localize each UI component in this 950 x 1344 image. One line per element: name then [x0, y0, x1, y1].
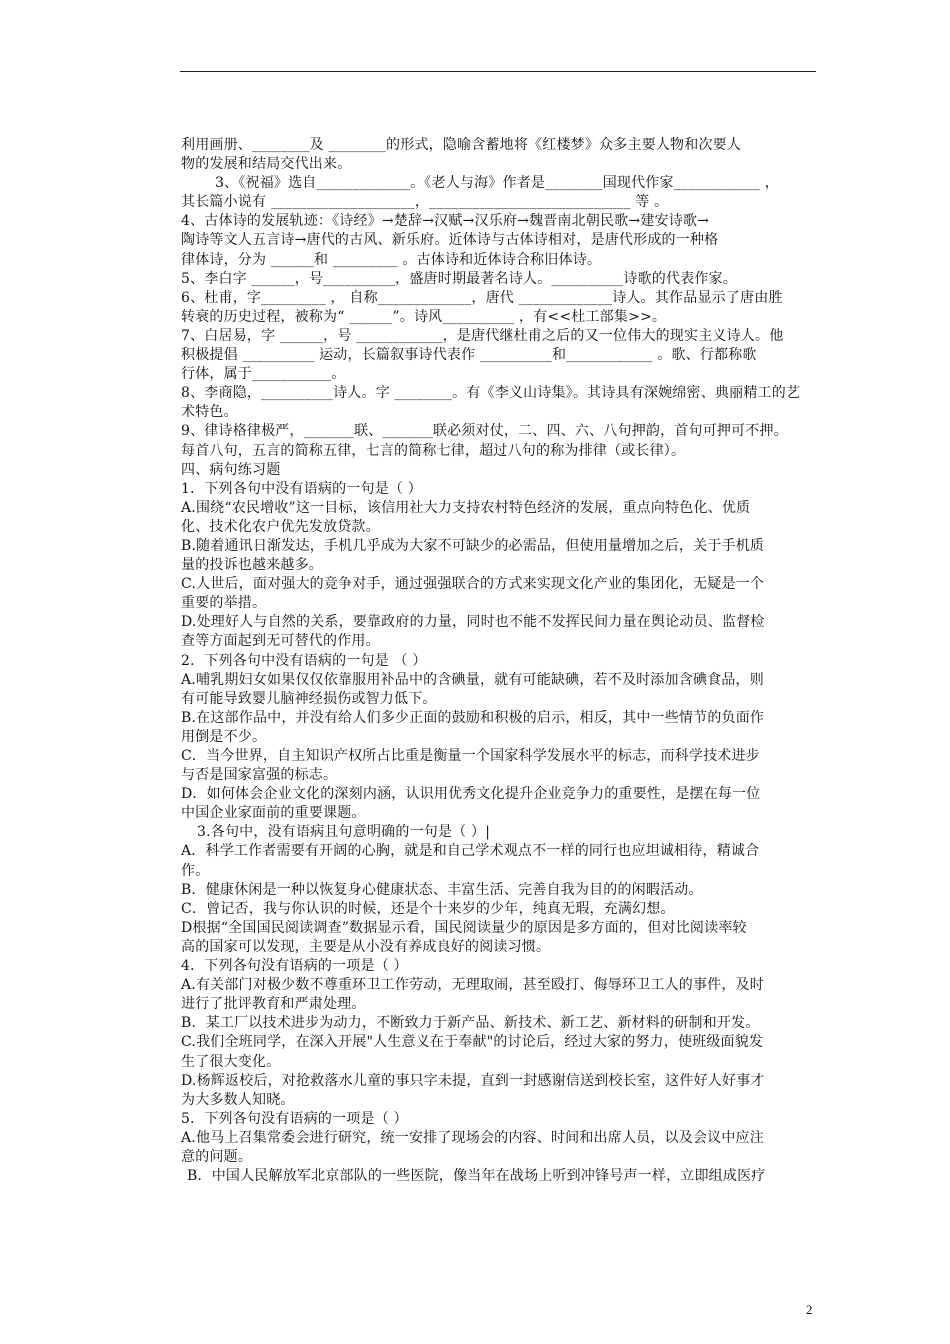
- text-line: 生了很大变化。: [181, 1053, 281, 1070]
- text-line: 作。: [181, 862, 210, 879]
- text-line: 查等方面起到无可替代的作用。: [181, 633, 380, 650]
- text-line: D.杨辉返校后，对抢救落水儿童的事只字未提，直到一封感谢信送到校长室，这件好人好事才: [181, 1072, 765, 1089]
- document-body: [181, 136, 831, 1186]
- text-line: 律体诗，分为 ______和 _________ 。古体诗和近体诗合称旧体诗。: [181, 251, 602, 268]
- text-line: C．曾记否，我与你认识的时候，还是个十来岁的少年，纯真无瑕，充满幻想。: [181, 900, 675, 917]
- text-line: C.人世后，面对强大的竞争对手，通过强强联合的方式来实现文化产业的集团化，无疑是一个: [181, 576, 765, 593]
- text-line: 陶诗等文人五言诗→唐代的古风、新乐府。近体诗与古体诗相对，是唐代形成的一种格: [181, 232, 719, 249]
- text-line: 其长篇小说有 ____________________，____________________________ 等 。: [181, 194, 669, 211]
- text-line: A.围绕“农民增收”这一目标，该信用社大力支持农村特色经济的发展，重点向特色化、优质: [181, 499, 751, 516]
- text-line: 为大多数人知晓。: [181, 1091, 295, 1108]
- text-line: 4．下列各句没有语病的一项是（ ）: [181, 958, 408, 975]
- text-line: 与否是国家富强的标志。: [181, 767, 338, 784]
- text-line: 化、技术化农户优先发放贷款。: [181, 518, 380, 535]
- text-line: 中国企业家面前的重要课题。: [181, 805, 366, 822]
- text-line: 每首八句，五言的简称五律，七言的简称七律，超过八句的称为排律（或长律）。: [181, 442, 686, 459]
- text-line: 利用画册、________及 ________的形式，隐喻含蓄地将《红楼梦》众多主要人物和次要人: [181, 137, 742, 153]
- text-line: C.我们全班同学，在深入开展"人生意义在于奉献"的讨论后，经过大家的努力，使班级面貌发: [181, 1034, 764, 1051]
- text-line: 8、李商隐，__________诗人。字 ________。有《李义山诗集》。其诗具有深婉绵密、典丽精工的艺: [181, 385, 801, 402]
- text-line: 四、病句练习题: [181, 461, 281, 478]
- text-line: C．当今世界，自主知识产权所占比重是衡量一个国家科学发展水平的标志，而科学技术进步: [181, 748, 760, 764]
- text-line: A.他马上召集常委会进行研究，统一安排了现场会的内容、时间和出席人员，以及会议中应注: [181, 1129, 764, 1146]
- text-line: 1．下列各句中没有语病的一句是（ ）: [181, 480, 422, 497]
- text-line: D．如何体会企业文化的深刻内涵，认识用优秀文化提升企业竞争力的重要性，是摆在每一位: [181, 786, 761, 803]
- text-line: B．某工厂以技术进步为动力，不断致力于新产品、新技术、新工艺、新材料的研制和开发。: [181, 1015, 760, 1032]
- text-line: 行体，属于___________。: [181, 366, 346, 383]
- text-line: 有可能导致婴儿脑神经损伤或智力低下。: [181, 690, 437, 707]
- text-line: 物的发展和结局交代出来。: [181, 156, 352, 173]
- text-line: A．科学工作者需要有开阔的心胸，就是和自己学术观点不一样的同行也应坦诚相待，精诚合: [181, 843, 760, 860]
- text-line: 用倒是不少。: [181, 728, 267, 745]
- text-line: 9、律诗格律极严，_______联、_______联必须对仗，二、四、六、八句押韵，首句可押可不押。: [181, 423, 788, 440]
- text-line: 意的问题。: [181, 1148, 252, 1165]
- text-line: A.哺乳期妇女如果仅仅依靠服用补品中的含碘量，就有可能缺碘，若不及时添加含碘食品，则: [181, 671, 764, 688]
- header-rule: [180, 71, 816, 72]
- text-line: 术特色。: [181, 404, 238, 421]
- text-line: 4、古体诗的发展轨迹：《诗经》→楚辞→汉赋→汉乐府→魏晋南北朝民歌→建安诗歌→: [181, 213, 710, 230]
- text-line: B．健康休闲是一种以恢复身心健康状态、丰富生活、完善自我为目的的闲暇活动。: [181, 881, 703, 898]
- text-line: 5、李白字 ______，号__________，盛唐时期最著名诗人。__________诗歌的代表作家。: [181, 270, 737, 287]
- text-line: D根据“全国国民阅读调查”数据显示看，国民阅读量少的原因是多方面的，但对比阅读率较: [181, 919, 747, 936]
- text-line: D.处理好人与自然的关系，要靠政府的力量，同时也不能不发挥民间力量在舆论动员、监督检: [181, 614, 765, 631]
- text-line: B．中国人民解放军北京部队的一些医院，像当年在战场上听到冲锋号声一样，立即组成医疗: [187, 1168, 766, 1185]
- text-line: 7、白居易，字 ______，号 ____________，是唐代继杜甫之后的又一位伟大的现实主义诗人。他: [181, 327, 784, 344]
- text-line: 转衰的历史过程，被称为“ ______”。诗风__________ ，有<<杜工部集>>。: [181, 308, 667, 325]
- text-line: B.在这部作品中，并没有给人们多少正面的鼓励和积极的启示，相反，其中一些情节的负面作: [181, 709, 765, 726]
- text-line: A.有关部门对极少数不尊重环卫工作劳动，无理取闹，甚至殴打、侮辱环卫工人的事件，及时: [181, 977, 764, 994]
- text-line: 量的投诉也越来越多。: [181, 557, 323, 574]
- text-line: 3、《祝福》选自_____________。《老人与海》作者是________国现代作家____________ ，: [215, 175, 779, 192]
- text-line: 积极提倡 __________ 运动，长篇叙事诗代表作 __________和____________ 。歌、行都称歌: [181, 347, 757, 364]
- text-line: 5．下列各句没有语病的一项是（ ）: [181, 1110, 408, 1127]
- text-line: B.随着通讯日渐发达，手机几乎成为大家不可缺少的必需品，但使用量增加之后，关于手机质: [181, 537, 765, 554]
- text-line: 2．下列各句中没有语病的一句是 （ ）: [181, 652, 427, 669]
- text-line: 3.各句中，没有语病且句意明确的一句是（ ）|: [197, 824, 491, 841]
- text-line: 重要的举措。: [181, 595, 267, 612]
- text-line: 6、杜甫，字_________ ， 自称_____________，唐代 _____________诗人。其作品显示了唐由胜: [181, 289, 783, 306]
- text-line: 进行了批评教育和严肃处理。: [181, 996, 366, 1013]
- text-line: 高的国家可以发现，主要是从小没有养成良好的阅读习惯。: [181, 938, 551, 955]
- page-number: 2: [806, 1302, 813, 1317]
